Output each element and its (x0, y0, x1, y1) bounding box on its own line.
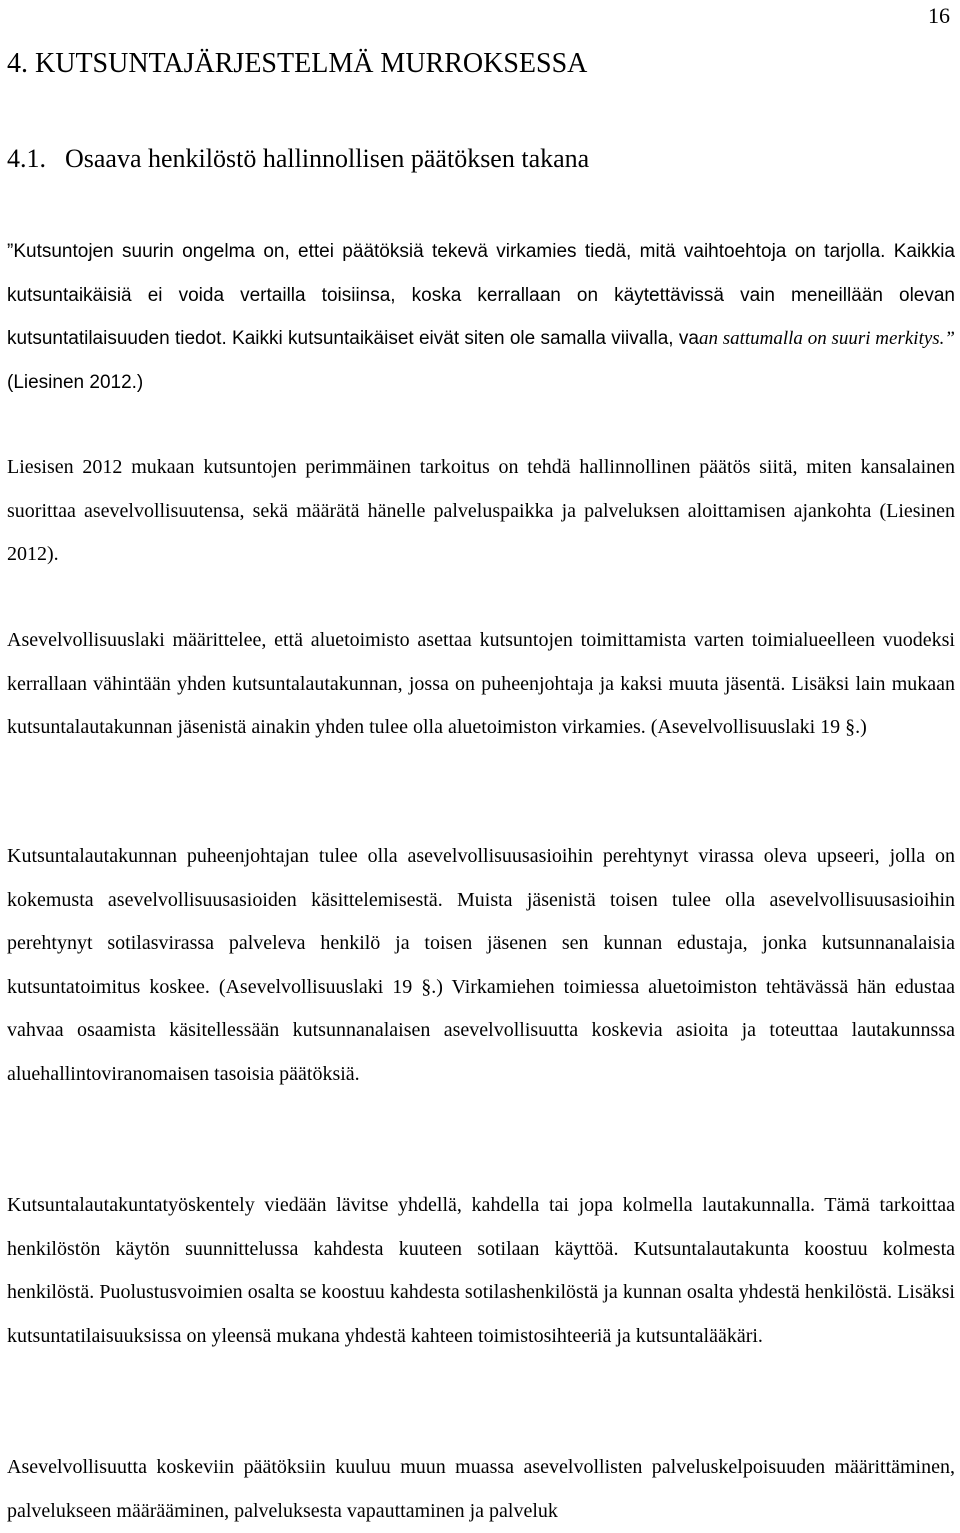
paragraph-board-work: Kutsuntalautakuntatyöskentely viedään lävitse yhdellä, kahdella tai jopa kolmella lautakunnalla. Tämä tarkoittaa henkilöstön käytön suunnittelussa kahdesta kuuteen sotilaan käyttöä. Kutsuntalautakunta koostuu kolmesta henkilöstä. Puolustusvoimien osalta se koostuu kahdesta sotilashenkilöstä ja kunnan osalta yhdestä henkilöstä. Lisäksi kutsuntatilaisuuksissa on yleensä mukana yhdestä kahteen toimistosihteeriä ja kutsuntalääkäri. (7, 1194, 955, 1347)
page-number: 16 (928, 3, 950, 28)
paragraph-conscription-law: Asevelvollisuuslaki määrittelee, että aluetoimisto asettaa kutsuntojen toimittamista varten toimialueelleen vuodeksi kerrallaan vähintään yhden kutsuntalautakunnan, jossa on puheenjohtaja ja kaksi muuta jäsentä. Lisäksi lain mukaan kutsuntalautakunnan jäsenistä ainakin yhden tulee olla aluetoimiston virkamies. (Asevelvollisuuslaki 19 §.) (7, 629, 955, 738)
section-title (7, 142, 589, 176)
section-number: 4.1. (7, 144, 46, 173)
chapter-title: 4. KUTSUNTAJÄRJESTELMÄ MURROKSESSA (7, 48, 588, 79)
block-quote (7, 230, 955, 404)
quote-citation: (Liesinen 2012.) (7, 371, 144, 393)
section-heading-text: Osaava henkilöstö hallinnollisen päätöksen takana (65, 144, 590, 173)
quote-italic-text: an sattumalla on suuri merkitys.” (698, 328, 955, 349)
quote-text: ”Kutsuntojen suurin ongelma on, ettei päätöksiä tekevä virkamies tiedä, mitä vaihtoehtoja on tarjolla. Kaikkia kutsuntaikäisiä ei voida vertailla toisiinsa, koska kerrallaan on käytettävissä vain meneillään olevan kutsuntatilaisuuden tiedot. Kaikki kutsuntaikäiset eivät siten ole samalla viivalla, va (7, 241, 955, 349)
paragraph-purpose: Liesisen 2012 mukaan kutsuntojen perimmäinen tarkoitus on tehdä hallinnollinen päätös siitä, miten kansalainen suorittaa asevelvollisuutensa, sekä määrätä hänelle palveluspaikka ja palveluksen aloittamisen ajankohta (Liesinen 2012). (7, 456, 955, 565)
paragraph-board-chair: Kutsuntalautakunnan puheenjohtajan tulee olla asevelvollisuusasioihin perehtynyt virassa oleva upseeri, jolla on kokemusta asevelvollisuusasioiden käsittelemisestä. Muista jäsenistä toisen tulee olla asevelvollisuusasioihin perehtynyt sotilasvirassa palveleva henkilö ja toisen jäsenen sen kunnan edustaja, jonka kutsunnanalaisia kutsuntatoimitus koskee. (Asevelvollisuuslaki 19 §.) Virkamiehen toimiessa aluetoimiston tehtävässä hän edustaa vahvaa osaamista käsitellessään kutsunnanalaisen asevelvollisuutta koskevia asioita ja toteuttaa lautakunnssa aluehallintoviranomaisen tasoisia päätöksiä. (7, 845, 955, 1085)
paragraph-decisions: Asevelvollisuutta koskeviin päätöksiin kuuluu muun muassa asevelvollisten palveluskelpoisuuden määrittäminen, palvelukseen määrääminen, palveluksesta vapauttaminen ja palveluk (7, 1456, 955, 1522)
